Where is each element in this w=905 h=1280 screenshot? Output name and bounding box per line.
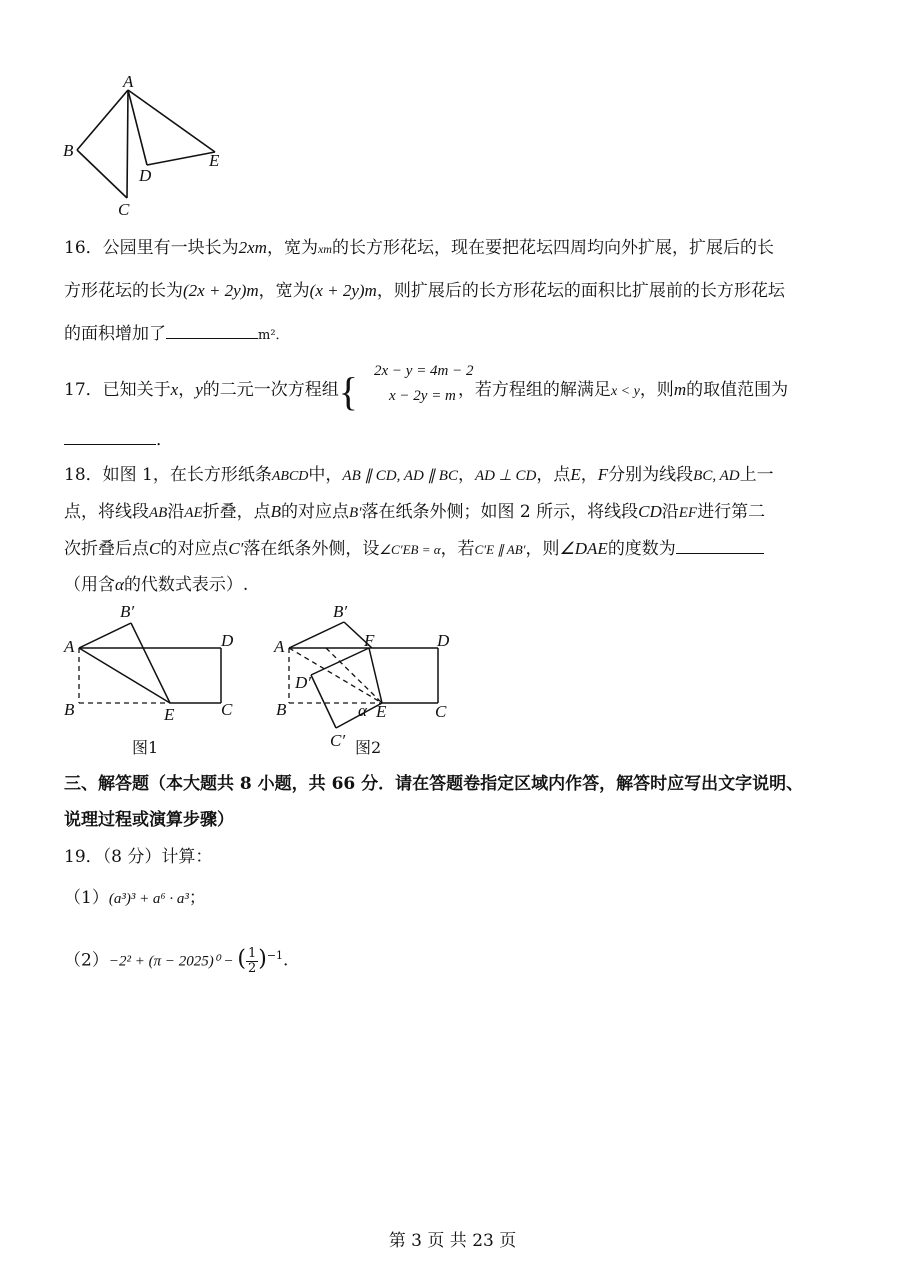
right-paren: )	[258, 946, 267, 972]
q18-line2: 点，将线段AB沿AE折叠，点B的对应点B′落在纸条外侧；如图 2 所示，将线段CD沿EF进行第二	[64, 502, 766, 522]
figure-2	[265, 598, 475, 763]
q17-line2: ．	[64, 428, 173, 452]
system-brace: {	[338, 369, 358, 414]
label-Bprime: B′	[120, 602, 135, 621]
label-Dprime: D′	[295, 673, 311, 692]
equation-1: 2x − y = 4m − 2	[374, 363, 474, 379]
q18-line3: 次折叠后点C的对应点C′落在纸条外侧，设∠C′EB = α，若C′E ∥ AB′，则∠DAE的度数为	[64, 537, 764, 562]
page-footer: 第 3 页 共 23 页	[388, 1231, 517, 1251]
q19-part1: （1）(a³)³ + a⁶ · a³；	[64, 888, 206, 908]
q19-title: 19．（8 分）计算：	[64, 847, 213, 867]
label-A: A	[274, 637, 285, 656]
label-D: D	[139, 166, 152, 185]
figure-1	[55, 598, 255, 763]
q18-line1: 18．如图 1，在长方形纸条ABCD中，AB ∥ CD, AD ∥ BC，AD ⊥ CD，点E，F分别为线段BC, AD上一	[64, 465, 774, 485]
q19-part2: （2）−2² + (π − 2025)⁰ − ( $\frac{1}{2}$ )$^{-1}$.	[64, 945, 289, 976]
answer-blank[interactable]	[166, 338, 258, 339]
label-E: E	[376, 702, 387, 721]
answer-blank[interactable]	[676, 553, 764, 554]
label-A: A	[64, 637, 75, 656]
figure-2-caption: 图2	[355, 738, 382, 757]
label-C: C	[118, 200, 130, 219]
label-D: D	[221, 631, 234, 650]
q17-line1: 17．已知关于x，y的二元一次方程组{ ，若方程组的解满足x < y，则m的取值范围为	[64, 369, 789, 414]
label-E: E	[209, 151, 220, 170]
figure-q15	[55, 70, 245, 220]
label-A: A	[123, 72, 134, 91]
label-Cprime: C′	[330, 731, 346, 750]
label-B: B	[276, 700, 287, 719]
fraction-half: $\frac{1}{2}$	[247, 945, 257, 976]
q16-line3: 的面积增加了 m²．	[64, 324, 289, 344]
label-D: D	[437, 631, 450, 650]
q16-line2: 方形花坛的长为(2x + 2y)m，宽为(x + 2y)m，则扩展后的长方形花坛的面积比扩展前的长方形花坛	[64, 281, 785, 301]
label-Bprime: B′	[333, 602, 348, 621]
q18-line4: （用含α的代数式表示）.	[64, 575, 249, 595]
label-F: F	[364, 631, 375, 650]
label-C: C	[435, 702, 447, 721]
equation-2: x − 2y = m	[389, 388, 456, 404]
label-E: E	[164, 705, 175, 724]
q16-line1: 16．公园里有一块长为2xm，宽为xm的长方形花坛，现在要把花坛四周均向外扩展，扩展后的长	[64, 238, 774, 258]
figure-1-caption: 图1	[132, 738, 159, 757]
label-alpha: α	[358, 701, 367, 720]
label-B: B	[63, 141, 74, 160]
label-C: C	[221, 700, 233, 719]
answer-blank[interactable]	[64, 444, 156, 445]
left-paren: (	[237, 946, 246, 972]
section-3-heading: 三、解答题（本大题共 8 小题，共 66 分．请在答题卷指定区域内作答，解答时应写出文字说明、	[64, 774, 804, 794]
section-3-heading-cont: 说理过程或演算步骤）	[64, 810, 234, 830]
label-B: B	[64, 700, 75, 719]
